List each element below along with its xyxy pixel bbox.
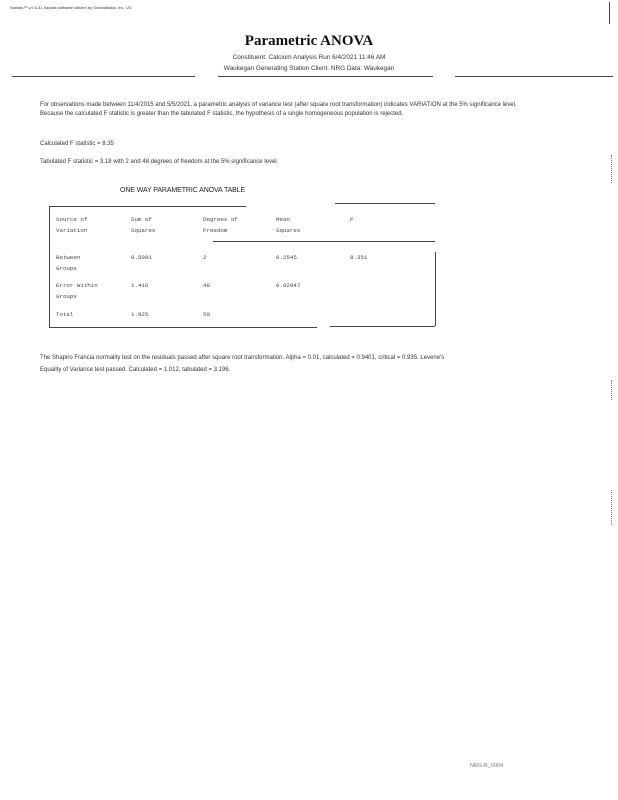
table-rule-top-right bbox=[335, 203, 435, 204]
analysis-info: Constituent: Calcium Analysis Run 6/4/2021 11:46 AM bbox=[232, 54, 386, 61]
row-error-source: Error Within Groups bbox=[56, 282, 98, 300]
table-rule-header bbox=[213, 241, 435, 242]
result-paragraph: For observations made between 11/4/2015 and 5/5/2021, a parametric analysis of variance test (after square root transformation) indicates VARIATION at the 5% significance level. Because the calculated F statistic is greater than the tabulated F statistic, the hypothesis of a single homogeneous population is rejected. bbox=[40, 102, 517, 117]
header-mean-squares: Mean Squares bbox=[276, 216, 301, 234]
edge-line-top bbox=[609, 2, 610, 24]
page-id: NRG-B_0004 bbox=[470, 763, 504, 769]
row-error-ss: 1.416 bbox=[131, 282, 149, 289]
row-between-ss: 0.5091 bbox=[131, 254, 152, 261]
header-sum-of-squares: Sum of Squares bbox=[131, 216, 156, 234]
row-error-df: 48 bbox=[203, 282, 210, 289]
row-total-source: Total bbox=[56, 311, 74, 318]
row-error-ms: 0.02947 bbox=[276, 282, 301, 289]
header-rule-left bbox=[12, 76, 195, 77]
header-f: F bbox=[350, 216, 354, 223]
header-rule-right bbox=[218, 76, 433, 77]
row-total-ss: 1.925 bbox=[131, 311, 149, 318]
calculated-f-statistic: Calculated F statistic = 8.35 bbox=[40, 141, 114, 147]
header-degrees-of-freedom: Degrees of Freedom bbox=[203, 216, 238, 234]
normality-test-note: The Shapiro Francia normality test on the residuals passed after square root transformation. Alpha = 0.01, calculated = 0.9401, critical = 0.935. Levene's bbox=[40, 355, 445, 361]
row-total-df: 50 bbox=[203, 311, 210, 318]
edge-mark-1 bbox=[611, 155, 612, 183]
edge-mark-3 bbox=[611, 490, 612, 525]
table-border-right bbox=[435, 252, 436, 326]
row-between-ms: 0.2545 bbox=[276, 254, 297, 261]
row-between-source: Between Groups bbox=[56, 254, 81, 272]
edge-mark-2 bbox=[611, 380, 612, 400]
table-rule-bottom-right bbox=[330, 326, 435, 327]
variance-test-note: Equality of Variance test passed. Calculated = 1.012, tabulated = 3.196. bbox=[40, 367, 231, 373]
anova-table-title: ONE WAY PARAMETRIC ANOVA TABLE bbox=[120, 187, 246, 194]
header-rule-far bbox=[455, 76, 613, 77]
table-rule-top-left bbox=[49, 206, 246, 207]
page-title: Parametric ANOVA bbox=[244, 33, 374, 49]
row-between-f: 8.351 bbox=[350, 254, 368, 261]
table-border-left bbox=[49, 206, 50, 327]
tabulated-f-statistic: Tabulated F statistic = 3.18 with 2 and 48 degrees of freedom at the 5% significance level. bbox=[40, 159, 279, 165]
header-source-of-variation: Source of Variation bbox=[56, 216, 88, 234]
table-rule-bottom-left bbox=[49, 327, 317, 328]
site-info: Waukegan Generating Station Client: NRG Data: Waukegan bbox=[223, 65, 395, 72]
software-header-line: Sanitas™ v.9.6.31 Sanitas software utilized by Geostatistics, Inc. UG bbox=[10, 5, 132, 10]
row-between-df: 2 bbox=[203, 254, 207, 261]
